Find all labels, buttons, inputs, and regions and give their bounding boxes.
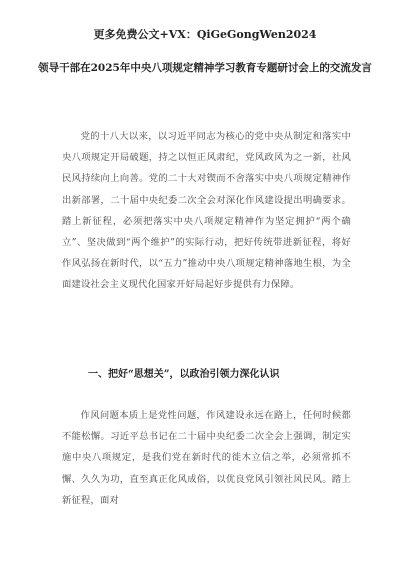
section-heading: 一、把好“思想关”，以政治引领力深化认识 (88, 369, 280, 380)
document-title: 领导干部在2025年中央八项规定精神学习教育专题研讨会上的交流发言 (38, 62, 372, 74)
promo-header: 更多免费公文+VX：QiGeGongWen2024 (93, 28, 317, 41)
body-paragraph: 作风问题本质上是党性问题，作风建设永远在路上，任何时候都不能松懈。习近平总书记在二十届中央纪委二次全会上强调，制定实施中央八项规定，是我们党在新时代的徙木立信之举，必须常抓不懈、久久为功，直至真正化风成俗，以优良党风引领社风民风。踏上新征程，面对 (62, 410, 351, 506)
body-paragraph: 党的十八大以来，以习近平同志为核心的党中央从制定和落实中央八项规定开局破题，持之以恒正风肃纪，党风政风为之一新，社风民风持续向上向善。党的二十大对锲而不舍落实中央八项规定精神作出新部署，二十届中央纪委二次全会对深化作风建设提出明确要求。踏上新征程，必须把落实中央八项规定精神作为坚定拥护“两个确立”、坚决做到“两个维护”的实际行动，把好传统带进新征程，将好作风弘扬在新时代，以“五力”推动中央八项规定精神落地生根，为全面建设社会主义现代化国家开好局起好步提供有力保障。 (62, 131, 351, 291)
